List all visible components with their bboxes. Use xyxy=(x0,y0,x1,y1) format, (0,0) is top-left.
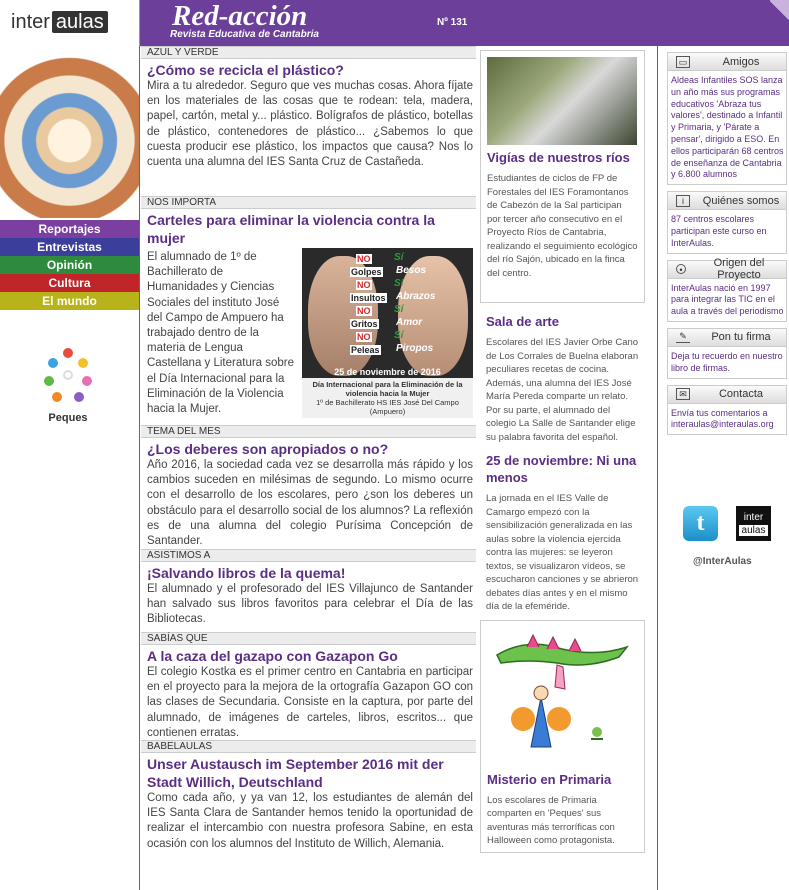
poster-no-word: Golpes xyxy=(351,267,382,277)
feature-title[interactable]: Sala de arte xyxy=(486,314,559,329)
article xyxy=(141,562,476,632)
radio-icon: • xyxy=(676,264,686,274)
sidebar-title: Pon tu firma xyxy=(711,331,771,344)
dragon-drawing-icon xyxy=(487,627,637,767)
magazine-subtitle: Revista Educativa de Cantabria xyxy=(170,29,319,40)
poster-date: 25 de noviembre de 2016 xyxy=(334,367,441,377)
menu-item-el-mundo[interactable]: El mundo xyxy=(0,292,139,310)
poster-no-word: Peleas xyxy=(351,345,380,355)
section-label: NOS IMPORTA xyxy=(141,196,476,209)
ia-logo-line2: aulas xyxy=(739,525,768,536)
featured-column xyxy=(480,50,645,857)
sidebar-box-origen xyxy=(667,257,787,322)
menu-item-opinion[interactable]: Opinión xyxy=(0,256,139,274)
poster-title: Día Internacional para la Eliminación de la violencia hacia la Mujer xyxy=(312,380,463,398)
article-summary: El alumnado de 1º de Bachillerato de Humanidades y Ciencias Sociales del instituto José del Campo de Ampuero ha trabajado dentro de la materia de Lengua Castellana y Literatura sobre el Día Internacional para la Eliminación de la Violencia hacia la Mujer. xyxy=(147,251,295,416)
sidebar-box-contacta xyxy=(667,385,787,436)
feature-summary: Escolares del IES Javier Orbe Cano de Los Corrales de Buelna elaboran peculiares recetas de cocina. Además, una alumna del IES José María Pereda comparte un relato. Por su parte, el alumnado del colegio La Salle de Santander elige su palabra favorita del español. xyxy=(486,337,639,443)
dragon-drawing-image[interactable] xyxy=(487,627,637,767)
mail-icon: ✉ xyxy=(676,388,690,400)
article-title[interactable]: ¿Los deberes son apropiados o no? xyxy=(147,441,389,457)
sidebar-text[interactable]: Deja tu recuerdo en nuestro libro de firmas. xyxy=(671,350,783,373)
magazine-title[interactable]: Red-acción xyxy=(172,0,308,32)
sidebar-header[interactable] xyxy=(668,329,786,347)
article-summary: El alumnado y el profesorado del IES Villajunco de Santander han salvado sus libros favoritos para celebrar el Día de las Bibliotecas. xyxy=(147,583,473,626)
article xyxy=(141,645,476,740)
left-sidebar xyxy=(0,46,140,890)
poster-si-word: Sí xyxy=(394,278,404,289)
right-sidebar xyxy=(657,46,789,890)
site-header xyxy=(0,0,789,46)
article-title[interactable]: Carteles para eliminar la violencia contra la mujer xyxy=(147,212,435,246)
peques-label: Peques xyxy=(48,412,88,424)
poster-si-word: Sí xyxy=(394,252,404,263)
article-summary: Año 2016, la sociedad cada vez se desarrolla más rápido y los cambios suceden en milésimas de segundo. Lo mismo ocurre con el desarrollo de los escolares, pero ¿son los deberes un obstáculo para el desarrollo social de los alumnos? La reflexión es de una alumna del colegio Purísima Concepción de Santander. xyxy=(147,459,473,548)
poster-si-word: Amor xyxy=(396,317,423,328)
interaulas-small-logo[interactable] xyxy=(736,506,771,541)
sidebar-text[interactable]: Aldeas Infantiles SOS lanza un año más sus programas educativos 'Abraza tus valores', destinado a Infantil y Primaria, y 'Párate a pensar', dirigido a ESO. En ellos participarán 68 centros de enseñanza de Cantabria y 6.800 alumnos xyxy=(671,75,784,180)
twitter-handle[interactable]: @InterAulas xyxy=(693,556,752,567)
sidebar-box-firma xyxy=(667,328,787,379)
sidebar-text[interactable]: InterAulas nació en 1997 para integrar las TIC en el aula a través del periodismo xyxy=(671,282,784,317)
feature-title[interactable]: 25 de noviembre: Ni una menos xyxy=(486,453,637,485)
feature-summary: Estudiantes de ciclos de FP de Forestales del IES Foramontanos de Cabezón de la Sal participan por tercer año consecutivo en el Proyecto Ríos de Cantabria, realizando el seguimiento ecológico del río Sajón, ubicado en la finca del centro. xyxy=(487,173,638,279)
feature-title[interactable]: Vigías de nuestros ríos xyxy=(487,150,630,165)
info-icon: i xyxy=(676,195,690,207)
sidebar-title: Amigos xyxy=(722,55,760,68)
poster-si-word: Piropos xyxy=(396,343,434,354)
section-menu xyxy=(0,220,139,310)
page-corner-icon xyxy=(770,0,789,22)
sidebar-title: Quiénes somos xyxy=(702,194,780,207)
sidebar-header[interactable] xyxy=(668,53,786,71)
poster-no-word: NO xyxy=(357,332,371,342)
article xyxy=(141,753,476,852)
feature-card xyxy=(480,452,645,618)
main-articles xyxy=(141,46,476,852)
poster-no-word: NO xyxy=(357,254,371,264)
sidebar-header[interactable] xyxy=(668,192,786,210)
section-label: ASISTIMOS A xyxy=(141,549,476,562)
article-title[interactable]: ¡Salvando libros de la quema! xyxy=(147,565,346,581)
poster-no-word: Insultos xyxy=(351,293,386,303)
poster-si-word: Besos xyxy=(396,265,427,276)
article xyxy=(141,209,476,425)
violence-poster-image[interactable] xyxy=(302,248,473,418)
sidebar-header[interactable] xyxy=(668,257,786,282)
feature-title[interactable]: Misterio en Primaria xyxy=(487,771,612,787)
article-title[interactable]: ¿Cómo se recicla el plástico? xyxy=(147,62,344,78)
article-title[interactable]: A la caza del gazapo con Gazapon Go xyxy=(147,648,398,664)
sidebar-title: Contacta xyxy=(718,388,764,401)
issue-number: Nº 131 xyxy=(437,17,468,28)
article xyxy=(141,438,476,549)
section-label: TEMA DEL MES xyxy=(141,425,476,438)
interaulas-logo[interactable] xyxy=(0,0,140,46)
signature-icon: ✎ xyxy=(676,331,690,343)
article-summary: Mira a tu alrededor. Seguro que ves muchas cosas. Ahora fíjate en los materiales de las cosas que te rodean: tela, madera, papel, cartón, metal y... plástico. Bolígrafos de plástico, botellas de plástico, contenedores de plástico... ¿Sabemos lo que cuesta producir ese plástico, los impactos que causa? Nos lo cuenta una alumna del IES Santa Cruz de Castañeda. xyxy=(147,80,473,169)
feature-card xyxy=(480,307,645,448)
students-photo xyxy=(0,46,139,218)
section-label: SABÍAS QUE xyxy=(141,632,476,645)
poster-si-word: Sí xyxy=(394,304,404,315)
feature-summary: La jornada en el IES Valle de Camargo empezó con la sensibilización generalizada en las aulas sobre la violencia ejercida contra las mujeres: se leyeron textos, se visualizaron vídeos, se escucharon canciones y se abrieron debates días antes y en el mismo día de la efeméride. xyxy=(486,493,639,612)
poster-caption xyxy=(302,378,473,418)
feature-card xyxy=(480,620,645,853)
river-students-photo[interactable] xyxy=(487,57,637,145)
feature-summary: Los escolares de Primaria comparten en 'Peques' sus aventuras más terroríficas con Halloween como protagonista. xyxy=(487,794,615,846)
poster-no-word: Gritos xyxy=(351,319,378,329)
friends-icon: ▭ xyxy=(676,56,690,68)
sidebar-text[interactable]: Envía tus comentarios a interaulas@interaulas.org xyxy=(671,407,774,430)
sidebar-box-amigos xyxy=(667,52,787,185)
sidebar-box-quienes-somos xyxy=(667,191,787,253)
menu-item-reportajes[interactable]: Reportajes xyxy=(0,220,139,238)
sidebar-header[interactable] xyxy=(668,386,786,404)
article xyxy=(141,59,476,196)
article-summary: Como cada año, y ya van 12, los estudiantes de alemán del IES Santa Clara de Santander hemos tenido la oportunidad de realizar el intercambio con nuestra profesora Sabine, en esta ocasión con los alumnos del Instituto de Willich, Alemania. xyxy=(147,792,473,850)
poster-no-word: NO xyxy=(357,306,371,316)
social-links xyxy=(683,506,771,541)
poster-credit: 1º de Bachillerato HS IES José Del Campo (Ampuero) xyxy=(316,398,459,416)
article-summary: El colegio Kostka es el primer centro en Cantabria en participar en el proyecto para la mejora de la ortografía Gazapon GO con las clases de Secundaria. Consiste en la captura, por parte del alumnado, de imágenes de carteles, libros, escritos... que contienen erratas. xyxy=(147,666,473,739)
twitter-icon[interactable]: t xyxy=(683,506,718,541)
poster-no-word: NO xyxy=(357,280,371,290)
section-label: BABELAULAS xyxy=(141,740,476,753)
poster-si-word: Sí xyxy=(394,330,404,341)
feature-card xyxy=(480,50,645,303)
section-label: AZUL Y VERDE xyxy=(141,46,476,59)
children-circle-icon xyxy=(44,348,92,406)
sidebar-text[interactable]: 87 centros escolares participan este curso en InterAulas. xyxy=(671,214,767,248)
ia-logo-line1: inter xyxy=(743,512,764,523)
poster-si-word: Abrazos xyxy=(396,291,436,302)
logo-text-inter: inter xyxy=(11,11,50,33)
menu-item-cultura[interactable]: Cultura xyxy=(0,274,139,292)
article-title[interactable]: Unser Austausch im September 2016 mit der Stadt Willich, Deutschland xyxy=(147,756,444,790)
sidebar-title: Origen del Proyecto xyxy=(713,257,765,282)
logo-text-aulas: aulas xyxy=(52,11,108,33)
menu-item-entrevistas[interactable]: Entrevistas xyxy=(0,238,139,256)
peques-link[interactable] xyxy=(38,348,98,424)
